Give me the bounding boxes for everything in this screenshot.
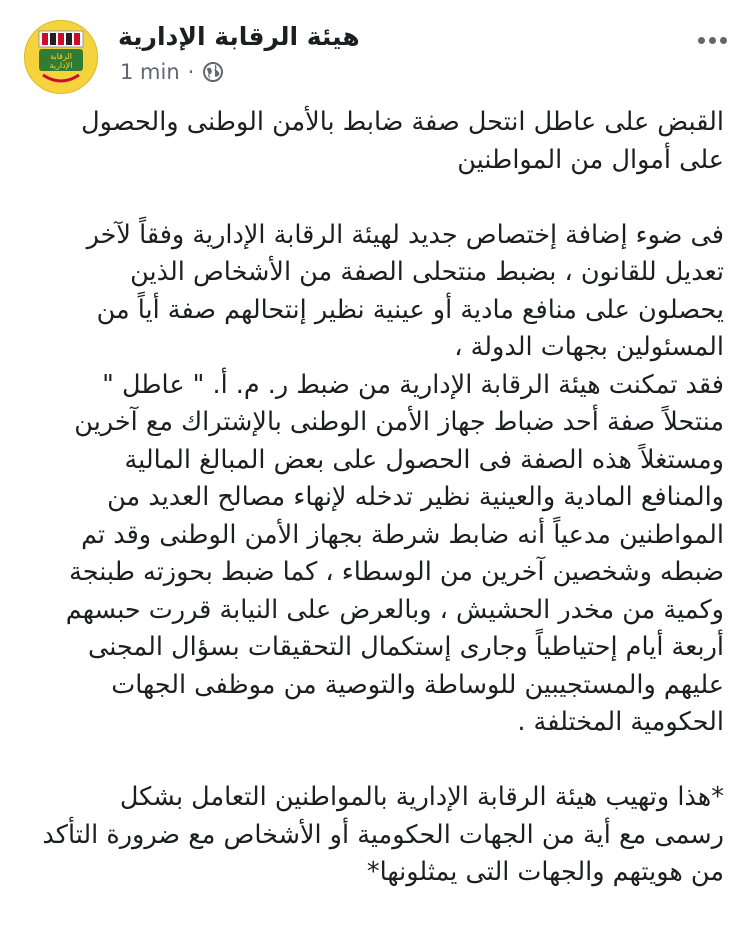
meta-separator: · (187, 60, 195, 84)
dot-icon (720, 37, 727, 44)
text-line: من هويتهم والجهات التى يمثلونها* (366, 857, 724, 887)
text-line: الحكومية المختلفة . (517, 707, 724, 737)
post-paragraph (30, 779, 724, 892)
post-paragraph (30, 217, 724, 742)
text-line: ضبطه وشخصين آخرين من الوسطاء ، كما ضبط بحوزته طبنجة (69, 557, 724, 587)
text-line: رسمى مع أية من الجهات الحكومية أو الأشخاص مع ضرورة التأكد (42, 819, 724, 850)
text-line: المسئولين بجهات الدولة ، (454, 332, 724, 362)
text-line: عليهم والمستجيبين للوساطة والتوصية من موظفى الجهات (111, 669, 724, 700)
post-headline (30, 104, 724, 179)
text-line: يحصلون على منافع مادية أو عينية نظير إنتحالهم صفة أياً من (96, 294, 724, 325)
dot-icon (698, 37, 705, 44)
text-line: القبض على عاطل انتحل صفة ضابط بالأمن الوطنى والحصول (81, 107, 724, 137)
text-line: المواطنين مدعياً أنه ضابط شرطة بجهاز الأمن الوطنى وقد تم (81, 519, 724, 550)
text-line: أربعة أيام إحتياطياً وجارى إستكمال التحقيقات بسؤال المجنى (87, 632, 724, 662)
text-line: والمنافع المادية والعينية نظير تدخله لإنهاء مصالح العديد من (107, 482, 724, 512)
more-options-icon[interactable] (690, 30, 734, 50)
text-line: تعديل للقانون ، بضبط منتحلى الصفة من الأشخاص الذين (130, 257, 724, 287)
text-line: منتحلاً صفة أحد ضباط جهاز الأمن الوطنى بالإشتراك مع آخرين (74, 407, 724, 437)
dot-icon (709, 37, 716, 44)
post-body (30, 104, 724, 892)
text-line: وكمية من مخدر الحشيش ، وبالعرض على النيابة قررت حبسهم (65, 594, 724, 625)
text-line: *هذا وتهيب هيئة الرقابة الإدارية بالمواطنين التعامل بشكل (119, 782, 724, 812)
post-meta (120, 60, 224, 84)
text-line: ومستغلاً هذه الصفة فى الحصول على بعض المبالغ المالية (124, 444, 724, 475)
post-header (18, 14, 732, 100)
logo-icon (25, 21, 97, 93)
page-name[interactable]: هيئة الرقابة الإدارية (118, 22, 360, 51)
svg-text:الرقابة: الرقابة (50, 52, 72, 61)
post-time[interactable]: 1 min (120, 60, 180, 84)
globe-icon (202, 61, 224, 83)
svg-text:الإدارية: الإدارية (49, 61, 73, 70)
avatar[interactable] (24, 20, 98, 94)
text-line: فقد تمكنت هيئة الرقابة الإدارية من ضبط ر. م. أ. " عاطل " (102, 369, 724, 400)
text-line: فى ضوء إضافة إختصاص جديد لهيئة الرقابة الإدارية وفقاً لآخر (86, 219, 724, 250)
text-line: على أموال من المواطنين (457, 144, 724, 175)
